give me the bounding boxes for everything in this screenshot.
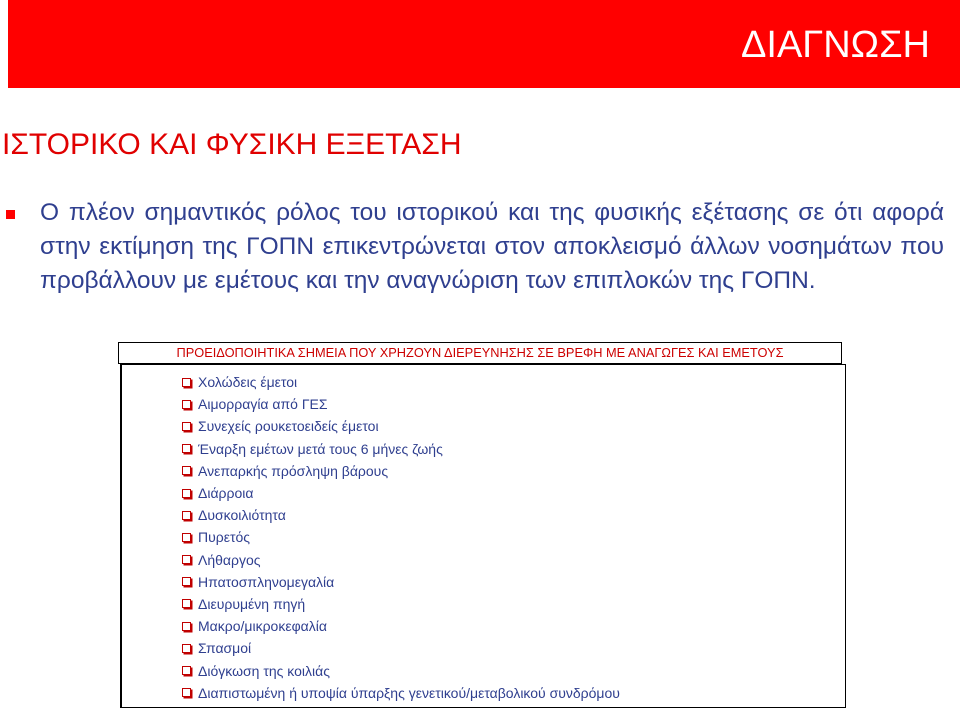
checkbox-bullet-icon xyxy=(182,533,191,542)
list-item xyxy=(182,504,620,526)
checkbox-bullet-icon xyxy=(182,688,191,697)
checkbox-bullet-icon xyxy=(182,599,191,608)
checkbox-bullet-icon xyxy=(182,511,191,520)
list-item xyxy=(182,549,620,571)
list-item-text: Μακρο/μικροκεφαλία xyxy=(198,618,327,635)
section-subtitle: ΙΣΤΟΡΙΚΟ ΚΑΙ ΦΥΣΙΚΗ ΕΞΕΤΑΣΗ xyxy=(2,128,462,161)
warning-signs-list xyxy=(182,371,620,704)
checkbox-bullet-icon xyxy=(182,666,191,675)
checkbox-bullet-icon xyxy=(182,622,191,631)
checkbox-bullet-icon xyxy=(182,400,191,409)
list-item xyxy=(182,415,620,437)
checkbox-bullet-icon xyxy=(182,577,191,586)
checkbox-bullet-icon xyxy=(182,422,191,431)
list-item-text: Ανεπαρκής πρόσληψη βάρους xyxy=(198,462,389,479)
list-item-text: Λήθαργος xyxy=(198,551,261,568)
slide-title: ΔΙΑΓΝΩΣΗ xyxy=(741,24,930,66)
list-item-text: Σπασμοί xyxy=(198,640,252,657)
list-item-text: Αιμορραγία από ΓΕΣ xyxy=(198,396,328,413)
list-item xyxy=(182,371,620,393)
list-item xyxy=(182,659,620,681)
list-item xyxy=(182,482,620,504)
list-item xyxy=(182,460,620,482)
checkbox-bullet-icon xyxy=(182,555,191,564)
list-item xyxy=(182,682,620,704)
checkbox-bullet-icon xyxy=(182,489,191,498)
title-bar xyxy=(8,0,960,88)
list-item-text: Διόγκωση της κοιλιάς xyxy=(198,662,330,679)
list-item xyxy=(182,571,620,593)
list-item-text: Δυσκοιλιότητα xyxy=(198,507,286,524)
list-item-text: Ηπατοσπληνομεγαλία xyxy=(198,573,335,590)
list-item xyxy=(182,438,620,460)
warning-signs-box xyxy=(120,364,846,708)
list-item-text: Χολώδεις έμετοι xyxy=(198,374,298,391)
list-item xyxy=(182,393,620,415)
list-item-text: Διαπιστωμένη ή υποψία ύπαρξης γενετικού/μεταβολικού συνδρόμου xyxy=(198,684,620,701)
list-item-text: Διάρροια xyxy=(198,485,254,502)
list-item-text: Συνεχείς ρουκετοειδείς έμετοι xyxy=(198,418,379,435)
intro-paragraph: Ο πλέον σημαντικός ρόλος του ιστορικού και της φυσικής εξέτασης σε ότι αφορά στην εκτίμηση της ΓΟΠΝ επικεντρώνεται στον αποκλεισμό άλλων νοσημάτων που προβάλλουν με εμέτους και την αναγνώριση των επιπλοκών της ΓΟΠΝ. xyxy=(40,199,944,294)
checkbox-bullet-icon xyxy=(182,466,191,475)
list-item-text: Πυρετός xyxy=(198,529,251,546)
square-bullet-icon xyxy=(6,210,15,219)
list-item-text: Έναρξη εμέτων μετά τους 6 μήνες ζωής xyxy=(198,440,443,457)
list-item xyxy=(182,526,620,548)
list-item-text: Διευρυμένη πηγή xyxy=(198,595,306,612)
list-item xyxy=(182,637,620,659)
table-header: ΠΡΟΕΙΔΟΠΟΙΗΤΙΚΑ ΣΗΜΕΙΑ ΠΟΥ ΧΡΗΖΟΥΝ ΔΙΕΡΕΥΝΗΣΗΣ ΣΕ ΒΡΕΦΗ ΜΕ ΑΝΑΓΩΓΕΣ ΚΑΙ ΕΜΕΤΟΥΣ xyxy=(118,342,842,364)
checkbox-bullet-icon xyxy=(182,644,191,653)
checkbox-bullet-icon xyxy=(182,444,191,453)
checkbox-bullet-icon xyxy=(182,378,191,387)
list-item xyxy=(182,615,620,637)
list-item xyxy=(182,593,620,615)
